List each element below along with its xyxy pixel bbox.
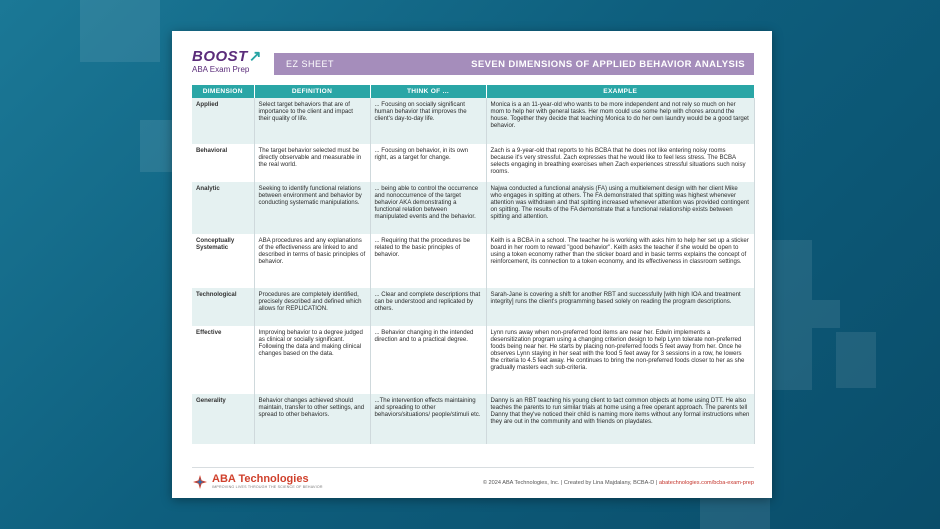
header-definition: DEFINITION [254, 85, 370, 98]
cell-think-of: ...The intervention effects maintaining and spreading to other behaviors/situations/ people/stimuli etc. [370, 394, 486, 444]
cell-dimension: Analytic [192, 182, 254, 234]
table-row [192, 144, 754, 182]
table-row [192, 326, 754, 394]
cell-definition: ABA procedures and any explanations of the effectiveness are linked to and described in terms of basic principles of behavior. [254, 234, 370, 288]
cell-example: Zach is a 9-year-old that reports to his BCBA that he does not like entering noisy rooms because it's very stressful. Zach expresses that he would like to feel less stress. The BCBA selects engaging in breathing exercises when Zach experiences stressful situations such noisy rooms. [486, 144, 754, 182]
footer-credits [483, 480, 754, 486]
table-row [192, 98, 754, 144]
cell-dimension: Conceptually Systematic [192, 234, 254, 288]
table-row [192, 182, 754, 234]
cell-example: Sarah-Jane is covering a shift for another RBT and successfully [with high IOA and treatment integrity] runs the client's programming based solely on reading the program descriptions. [486, 288, 754, 326]
ez-sheet-document [172, 31, 772, 498]
sheet-type-label: EZ SHEET [286, 59, 335, 69]
dimensions-table [192, 85, 755, 444]
cell-definition: Behavior changes achieved should maintain, transfer to other settings, and spread to other behaviors. [254, 394, 370, 444]
company-tagline: IMPROVING LIVES THROUGH THE SCIENCE OF BEHAVIOR [212, 485, 323, 489]
cell-think-of: ... Focusing on socially significant human behavior that improves the client's day-to-day life. [370, 98, 486, 144]
cell-example: Najwa conducted a functional analysis (FA) using a multielement design with her client Mike who engages in spitting at others. The FA demonstrated that spitting was highest whenever attention was withdrawn and that spitting increased whenever attention was provided contingent on spitting. The results of the FA demonstrate that a functional relationship exists between spitting and attention. [486, 182, 754, 234]
cell-definition: The target behavior selected must be directly observable and measurable in the real world. [254, 144, 370, 182]
cell-example: Danny is an RBT teaching his young client to tact common objects at home using DTT. He also teaches the parents to run similar trials at home using a free operant approach. The parents tell Danny that they've noticed their child is naming more items without any formal instructions when they are out in the community and with friends on playdates. [486, 394, 754, 444]
header-dimension: DIMENSION [192, 85, 254, 98]
cell-think-of: ... Requiring that the procedures be related to the basic principles of behavior. [370, 234, 486, 288]
cell-think-of: ... Focusing on behavior, in its own right, as a target for change. [370, 144, 486, 182]
background-square [80, 0, 160, 62]
copyright-text: © 2024 ABA Technologies, Inc. | Created by Lina Majdalany, BCBA-D | [482, 480, 658, 486]
background-square [812, 300, 840, 328]
header-example: EXAMPLE [486, 85, 754, 98]
title-bar [274, 53, 754, 75]
table-row [192, 288, 754, 326]
cell-definition: Procedures are completely identified, precisely described and defined which allows for REPLICATION. [254, 288, 370, 326]
table-header-row [192, 85, 754, 98]
boost-subtitle: ABA Exam Prep [192, 65, 250, 74]
background-square [700, 498, 770, 529]
boost-logo [192, 49, 262, 74]
background-square [772, 240, 812, 390]
aba-technologies-logo [192, 474, 323, 490]
cell-dimension: Behavioral [192, 144, 254, 182]
cell-think-of: ... being able to control the occurrence and nonoccurrence of the target behavior AKA demonstrating a functional relation between manipulated events and the behavior. [370, 182, 486, 234]
background-square [140, 120, 172, 172]
cell-definition: Improving behavior to a degree judged as clinical or socially significant. Following the data and making clinical changes based on the data. [254, 326, 370, 394]
cell-example: Keith is a BCBA in a school. The teacher he is working with asks him to help her set up a sticker board in her room to reward "good behavior". Keith asks the teacher if she would be open to using a token economy rather than the sticker board and in basic terms explains the concept of reinforcement, its connection to a token economy, and its effectiveness in classroom settings. [486, 234, 754, 288]
cell-dimension: Effective [192, 326, 254, 394]
footer-divider [192, 467, 754, 468]
table-row [192, 234, 754, 288]
website-link[interactable]: abatechnologies.com/bcba-exam-prep [658, 480, 754, 486]
cell-think-of: ... Behavior changing in the intended direction and to a practical degree. [370, 326, 486, 394]
table-row [192, 394, 754, 444]
cell-dimension: Applied [192, 98, 254, 144]
cell-example: Lynn runs away when non-preferred food items are near her. Edwin implements a desensitization program using a changing criterion design to help Lynn tolerate non-preferred foods being near her. He starts by placing non-preferred foods 5 feet away from her. Once he observes Lynn staying in her seat with the food 5 feet away for 3 sessions in a row, he lowers the criteria to 4.5 feet away. He continues to bring the non-preferred foods closer to her as she gradually masters each sub-criteria. [486, 326, 754, 394]
header-think-of: THINK OF ... [370, 85, 486, 98]
cell-dimension: Generality [192, 394, 254, 444]
company-name: ABA Technologies [212, 473, 309, 485]
sheet-title: SEVEN DIMENSIONS OF APPLIED BEHAVIOR ANALYSIS [471, 58, 745, 70]
background-square [836, 332, 876, 388]
aba-star-icon [192, 474, 208, 490]
cell-definition: Select target behaviors that are of importance to the client and impact their quality of life. [254, 98, 370, 144]
arrow-up-icon: ↗ [248, 48, 262, 65]
cell-definition: Seeking to identify functional relations between environment and behavior by conducting systematic manipulations. [254, 182, 370, 234]
cell-dimension: Technological [192, 288, 254, 326]
boost-brand: BOOST [192, 48, 248, 65]
cell-example: Monica is a an 11-year-old who wants to be more independent and not rely so much on her mom to help her with general tasks. Her mom could use some help with chores around the house. Together they decide that teaching Monica to do her own laundry would be a good target behavior. [486, 98, 754, 144]
cell-think-of: ... Clear and complete descriptions that can be understood and replicated by others. [370, 288, 486, 326]
